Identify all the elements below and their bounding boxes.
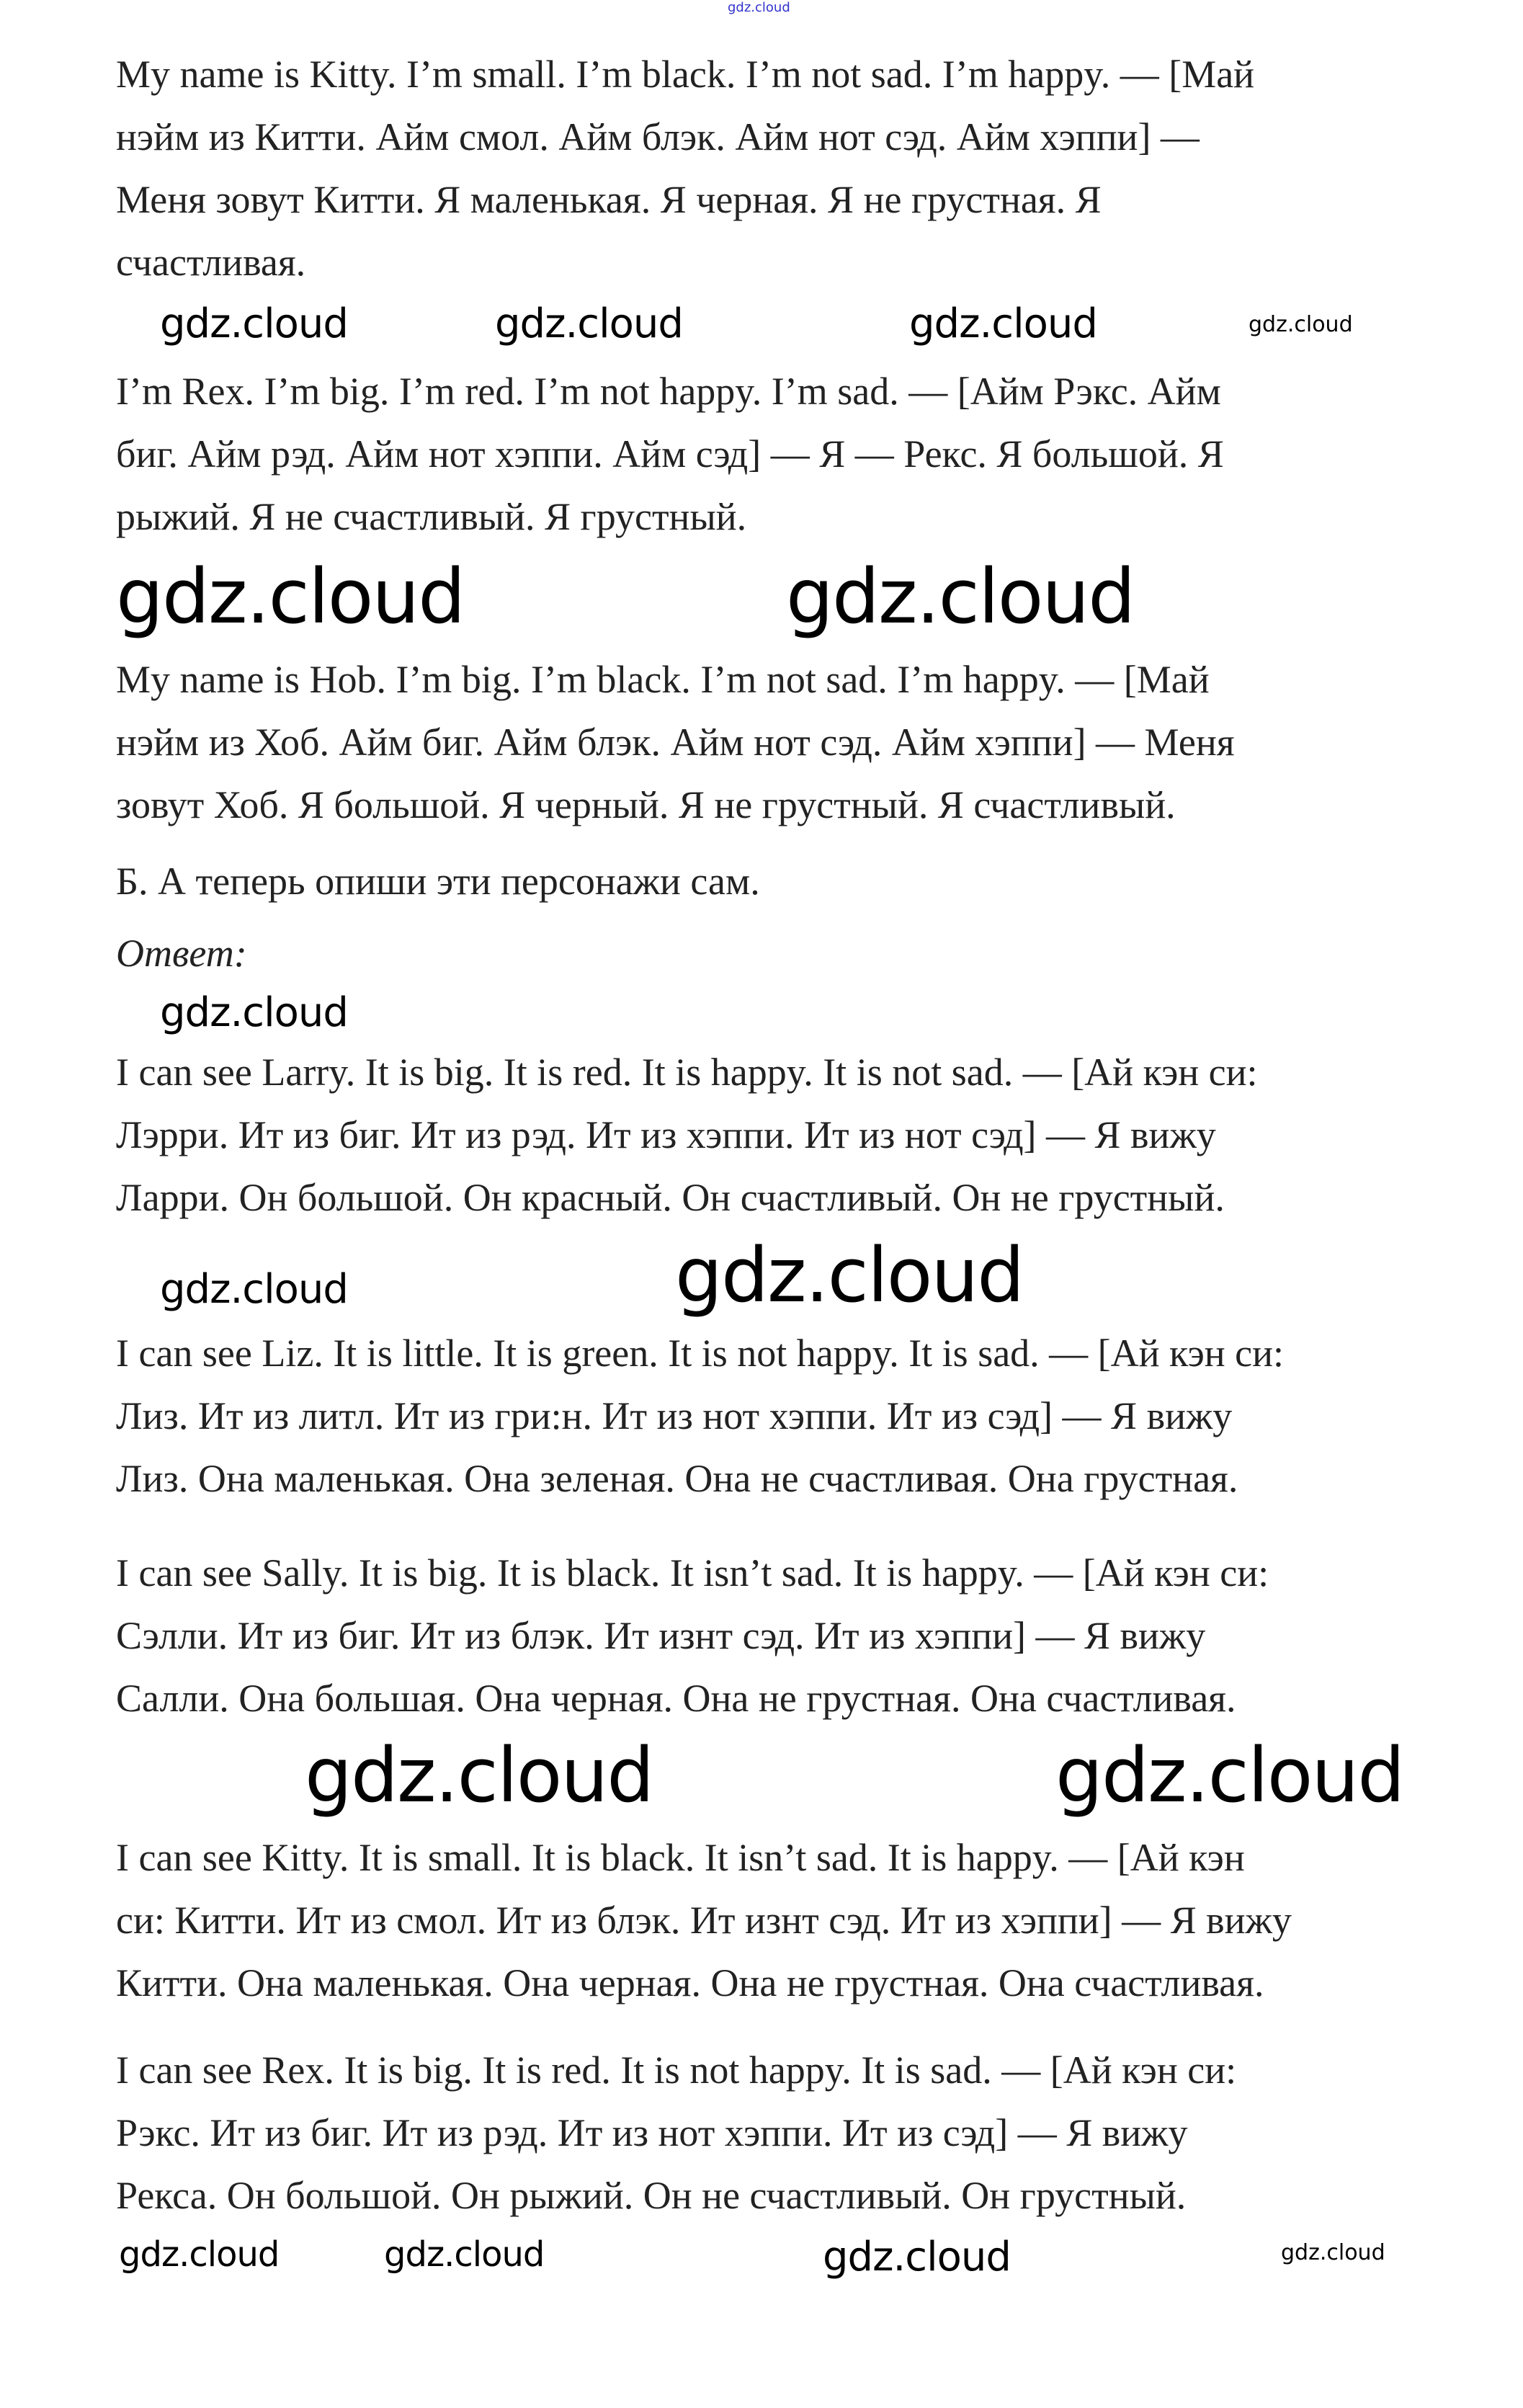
paragraph-larry [116,1041,1258,1229]
watermark: gdz.cloud [1281,2240,1385,2265]
watermark: gdz.cloud [305,1731,653,1819]
watermark: gdz.cloud [119,2234,280,2275]
paragraph-liz [116,1322,1284,1510]
text-line: My name is Hob. I’m big. I’m black. I’m not sad. I’m happy. — [Май [116,658,1210,701]
text-line: Лэрри. Ит из биг. Ит из рэд. Ит из хэппи. Ит из нот сэд] — Я вижу [116,1113,1216,1156]
watermark: gdz.cloud [675,1231,1024,1319]
text-line: Рекса. Он большой. Он рыжий. Он не счастливый. Он грустный. [116,2174,1187,2217]
text-line: I can see Larry. It is big. It is red. It is happy. It is not sad. — [Ай кэн си: [116,1051,1258,1094]
paragraph-kitty [116,1827,1292,2015]
text-line: нэйм из Китти. Айм смол. Айм блэк. Айм нот сэд. Айм хэппи] — [116,115,1200,159]
paragraph-rex-intro [116,360,1224,548]
answer-text: Ответ: [116,932,247,975]
task-text: Б. А теперь опиши эти персонажи сам. [116,860,760,903]
text-line: My name is Kitty. I’m small. I’m black. I’m not sad. I’m happy. — [Май [116,53,1255,96]
watermark: gdz.cloud [495,300,683,347]
text-line: Сэлли. Ит из биг. Ит из блэк. Ит изнт сэд. Ит из хэппи] — Я вижу [116,1614,1206,1657]
watermark-top: gdz.cloud [728,0,790,15]
text-line: I can see Sally. It is big. It is black. It isn’t sad. It is happy. — [Ай кэн си: [116,1551,1269,1595]
watermark: gdz.cloud [160,1266,348,1313]
watermark: gdz.cloud [160,300,348,347]
watermark: gdz.cloud [384,2234,545,2275]
paragraph-rex [116,2039,1236,2227]
text-line: Салли. Она большая. Она черная. Она не грустная. Она счастливая. [116,1677,1236,1720]
watermark: gdz.cloud [1055,1731,1404,1819]
text-line: си: Китти. Ит из смол. Ит из блэк. Ит изнт сэд. Ит из хэппи] — Я вижу [116,1899,1292,1942]
watermark: gdz.cloud [1249,312,1353,337]
text-line: биг. Айм рэд. Айм нот хэппи. Айм сэд] — Я — Рекс. Я большой. Я [116,432,1224,476]
watermark: gdz.cloud [823,2234,1011,2280]
text-line: Лиз. Она маленькая. Она зеленая. Она не счастливая. Она грустная. [116,1457,1238,1500]
text-line: I’m Rex. I’m big. I’m red. I’m not happy. I’m sad. — [Айм Рэкс. Айм [116,370,1221,413]
text-line: I can see Kitty. It is small. It is black. It isn’t sad. It is happy. — [Ай кэн [116,1836,1245,1879]
paragraph-sally [116,1542,1269,1730]
watermark: gdz.cloud [786,553,1135,641]
text-line: Китти. Она маленькая. Она черная. Она не грустная. Она счастливая. [116,1961,1264,2005]
task-b [116,850,760,913]
text-line: рыжий. Я не счастливый. Я грустный. [116,495,747,538]
answer-label [116,922,247,985]
text-line: I can see Liz. It is little. It is green. It is not happy. It is sad. — [Ай кэн си: [116,1332,1285,1375]
text-line: Ларри. Он большой. Он красный. Он счастливый. Он не грустный. [116,1176,1225,1219]
paragraph-hob-intro [116,648,1235,837]
paragraph-kitty-intro [116,43,1254,294]
text-line: зовут Хоб. Я большой. Я черный. Я не грустный. Я счастливый. [116,783,1176,826]
text-line: Лиз. Ит из литл. Ит из гри:н. Ит из нот хэппи. Ит из сэд] — Я вижу [116,1394,1233,1437]
text-line: Рэкс. Ит из биг. Ит из рэд. Ит из нот хэппи. Ит из сэд] — Я вижу [116,2111,1188,2154]
text-line: нэйм из Хоб. Айм биг. Айм блэк. Айм нот сэд. Айм хэппи] — Меня [116,721,1235,764]
watermark: gdz.cloud [160,989,348,1036]
watermark: gdz.cloud [909,300,1097,347]
watermark: gdz.cloud [116,553,465,641]
text-line: Меня зовут Китти. Я маленькая. Я черная. Я не грустная. Я [116,178,1102,221]
text-line: I can see Rex. It is big. It is red. It is not happy. It is sad. — [Ай кэн си: [116,2048,1237,2092]
text-line: счастливая. [116,241,306,284]
